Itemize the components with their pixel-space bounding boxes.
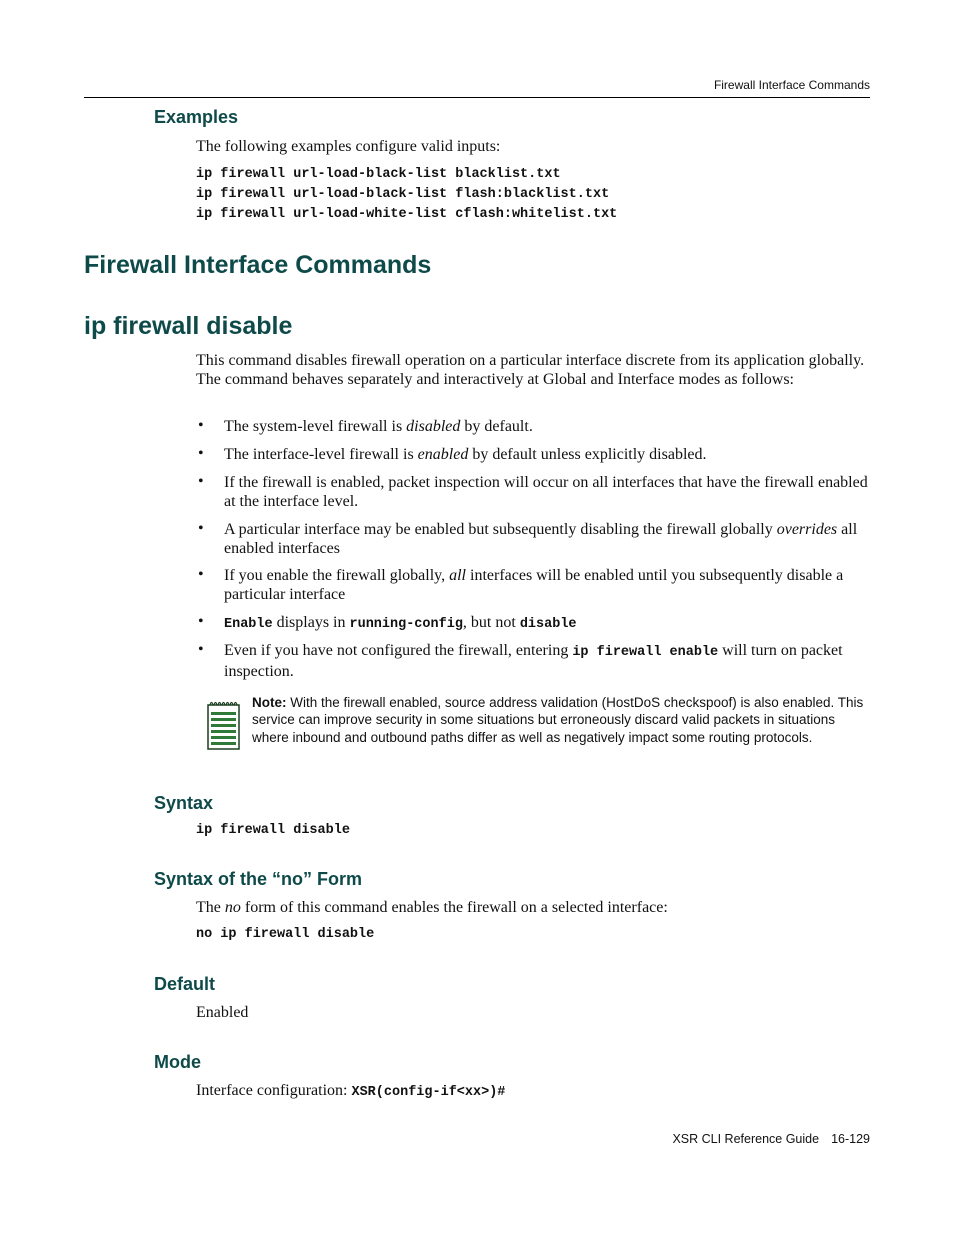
mode-text: Interface configuration: bbox=[196, 1082, 352, 1099]
examples-heading: Examples bbox=[154, 107, 239, 127]
bullet-item bbox=[224, 520, 869, 558]
bullet-item bbox=[224, 641, 869, 681]
page-number: 16-129 bbox=[831, 1132, 870, 1146]
footer-guide-title: XSR CLI Reference Guide bbox=[672, 1132, 820, 1146]
bullet-emphasis: enabled bbox=[417, 446, 469, 463]
inline-code: ip firewall enable bbox=[572, 645, 719, 660]
bullet-item: If the firewall is enabled, packet inspection will occur on all interfaces that have the firewall enabled at the interface level. bbox=[224, 474, 868, 510]
note-block bbox=[252, 694, 870, 746]
no-form-text: form of this command enables the firewall on a selected interface: bbox=[240, 899, 668, 916]
bullet-item bbox=[224, 417, 869, 436]
bullet-text: The interface-level firewall is bbox=[224, 446, 418, 463]
bullet-marker: • bbox=[198, 613, 204, 630]
no-form-text: The bbox=[196, 899, 225, 916]
mode-prompt-code: XSR(config-if<xx>)# bbox=[351, 1085, 506, 1100]
bullet-emphasis: all bbox=[449, 567, 466, 584]
mode-description bbox=[196, 1081, 868, 1102]
page-footer bbox=[672, 1132, 870, 1146]
bullet-marker: • bbox=[198, 473, 204, 490]
bullet-text: Even if you have not configured the firewall, entering bbox=[224, 642, 573, 659]
bullet-text: by default unless explicitly disabled. bbox=[468, 446, 707, 463]
running-head: Firewall Interface Commands bbox=[713, 78, 870, 92]
bullet-text: displays in bbox=[272, 614, 350, 631]
example-code-line: ip firewall url-load-black-list flash:blacklist.txt bbox=[196, 187, 610, 202]
inline-code: Enable bbox=[224, 617, 273, 632]
bullet-text: If you enable the firewall globally, bbox=[224, 567, 450, 584]
no-form-emphasis: no bbox=[224, 899, 241, 916]
no-form-description bbox=[196, 898, 868, 917]
command-title: ip firewall disable bbox=[84, 312, 293, 340]
bullet-text: interfaces will be enabled until you subsequently disable a particular interface bbox=[224, 567, 844, 603]
mode-heading: Mode bbox=[154, 1052, 201, 1072]
notepad-icon bbox=[205, 699, 241, 751]
note-text: With the firewall enabled, source address validation (HostDoS checkspoof) is also enabled. This service can improve security in some situations but erroneously discard valid packets in situations where inbound and outbound paths differ as well as negatively impact some routing protocols. bbox=[252, 695, 864, 745]
example-code-line: ip firewall url-load-white-list cflash:whitelist.txt bbox=[196, 207, 618, 222]
bullet-marker: • bbox=[198, 641, 204, 658]
bullet-marker: • bbox=[198, 520, 204, 537]
examples-intro: The following examples configure valid inputs: bbox=[196, 138, 501, 155]
inline-code: disable bbox=[519, 617, 577, 632]
bullet-marker: • bbox=[198, 417, 204, 434]
syntax-heading: Syntax bbox=[154, 793, 214, 813]
inline-code: running-config bbox=[349, 617, 463, 632]
bullet-text: will turn on packet inspection. bbox=[224, 642, 843, 680]
bullet-text: The system-level firewall is bbox=[224, 418, 407, 435]
no-form-code: no ip firewall disable bbox=[196, 927, 375, 942]
default-value: Enabled bbox=[196, 1004, 249, 1021]
bullet-emphasis: disabled bbox=[406, 418, 461, 435]
bullet-item bbox=[224, 613, 869, 634]
example-code-line: ip firewall url-load-black-list blacklist.txt bbox=[196, 167, 561, 182]
no-form-heading: Syntax of the “no” Form bbox=[154, 869, 363, 889]
section-title: Firewall Interface Commands bbox=[84, 251, 432, 279]
note-label: Note: bbox=[252, 695, 287, 710]
command-description: This command disables firewall operation on a particular interface discrete from its application globally. The command behaves separately and interactively at Global and Interface modes as follows: bbox=[196, 352, 865, 388]
bullet-emphasis: overrides bbox=[776, 521, 838, 538]
bullet-text: by default. bbox=[460, 418, 533, 435]
header-rule bbox=[84, 97, 870, 98]
bullet-marker: • bbox=[198, 566, 204, 583]
default-heading: Default bbox=[154, 974, 216, 994]
bullet-text: , but not bbox=[462, 614, 520, 631]
syntax-code: ip firewall disable bbox=[196, 823, 350, 838]
bullet-item bbox=[224, 566, 869, 604]
bullet-marker: • bbox=[198, 445, 204, 462]
bullet-text: all enabled interfaces bbox=[224, 521, 858, 557]
bullet-item bbox=[224, 445, 869, 464]
bullet-text: A particular interface may be enabled but subsequently disabling the firewall globally bbox=[224, 521, 777, 538]
